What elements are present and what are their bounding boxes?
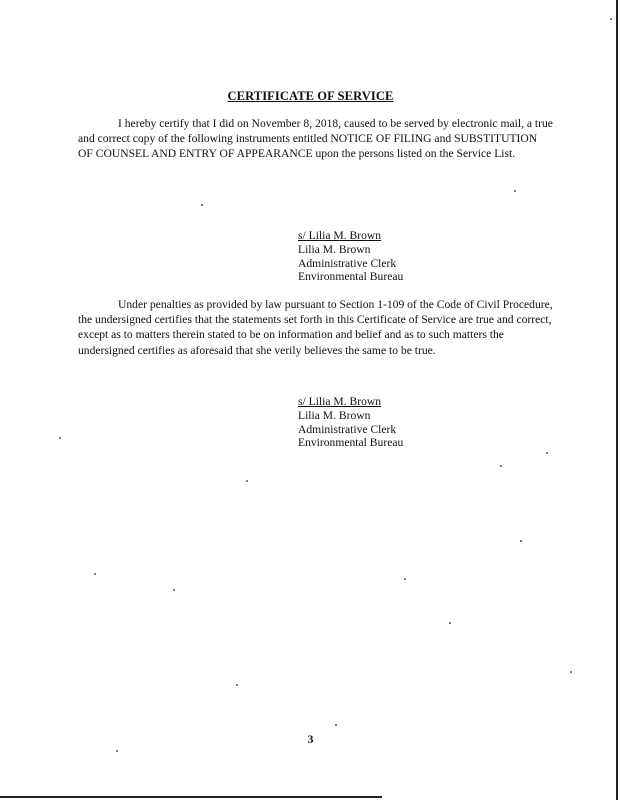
scan-speck xyxy=(570,671,572,673)
scan-speck xyxy=(116,750,118,752)
scan-speck xyxy=(94,573,96,575)
page-number: 3 xyxy=(307,733,314,746)
scan-speck xyxy=(520,540,522,542)
scan-speck xyxy=(404,578,406,580)
penalties-text: Under penalties as provided by law pursuant to Section 1-109 of the Code of Civil Procedure, the undersigned certifies that the statements set forth in this Certificate of Service are true and correct, except as to matters therein stated to be on information and belief and as to such matters the undersigned certifies as aforesaid that she verily believes the same to be true. xyxy=(78,298,553,357)
scan-speck xyxy=(236,684,238,686)
signature-block-1 xyxy=(298,229,403,284)
scan-speck xyxy=(201,204,203,206)
signer-position: Administrative Clerk xyxy=(298,422,397,436)
certification-text: I hereby certify that I did on November 8, 2018, caused to be served by electronic mail, a true and correct copy of the following instruments entitled NOTICE OF FILING and SUBSTITUTION OF COUNSEL AND ENTRY OF APPEARANCE upon the persons listed on the Service List. xyxy=(78,117,553,161)
scan-speck xyxy=(173,589,175,591)
scan-speck xyxy=(514,190,516,192)
signer-name: Lilia M. Brown xyxy=(298,408,371,422)
scan-speck xyxy=(449,622,451,624)
signer-position: Administrative Clerk xyxy=(298,256,397,270)
signer-bureau: Environmental Bureau xyxy=(298,436,404,450)
certificate-title: CERTIFICATE OF SERVICE xyxy=(227,89,394,103)
penalties-paragraph xyxy=(78,297,553,358)
signer-name: Lilia M. Brown xyxy=(298,242,371,256)
scan-edge-right xyxy=(616,0,618,800)
signature-block-2 xyxy=(298,395,403,450)
scan-speck xyxy=(59,437,61,439)
signer-bureau: Environmental Bureau xyxy=(298,270,404,284)
signature-line: s/ Lilia M. Brown xyxy=(298,395,382,408)
scan-speck xyxy=(500,465,502,467)
scan-speck xyxy=(246,480,248,482)
scan-speck xyxy=(546,452,548,454)
scan-speck xyxy=(335,724,337,726)
scan-edge-bottom xyxy=(0,796,382,798)
scan-speck xyxy=(610,18,612,20)
signature-line: s/ Lilia M. Brown xyxy=(298,229,382,242)
certification-paragraph xyxy=(78,116,553,162)
